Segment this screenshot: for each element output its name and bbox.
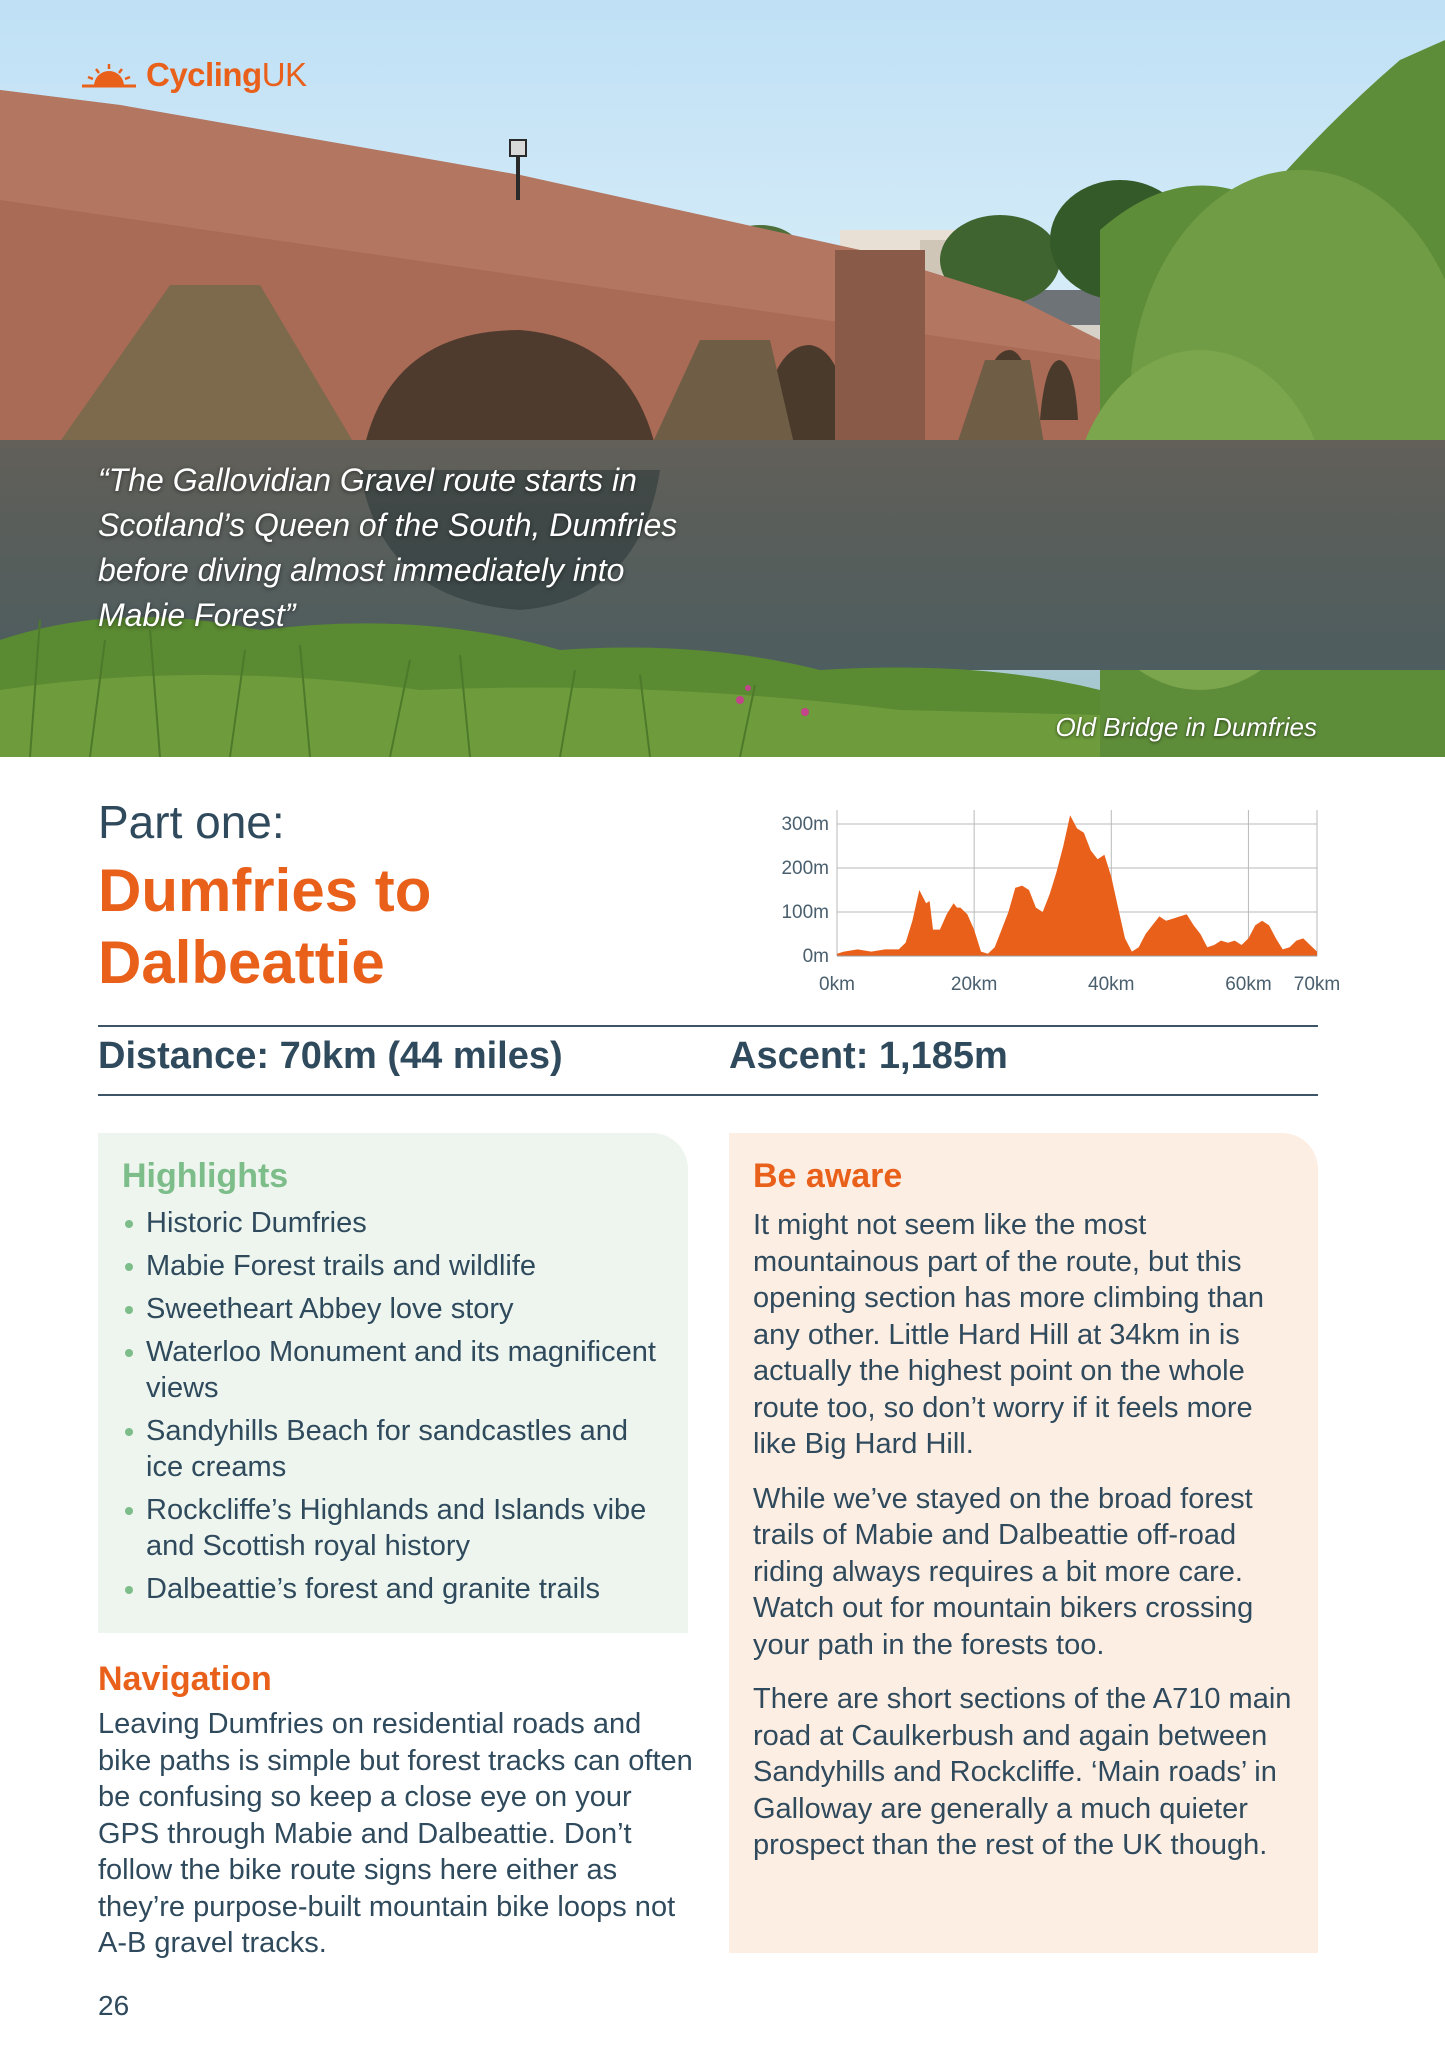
hero-quote: “The Gallovidian Gravel route starts in Scotland’s Queen of the South, Dumfries before diving almost immediately into Mabie Forest”: [98, 462, 678, 633]
y-tick-label: 100m: [781, 902, 829, 923]
sun-logo-icon: [80, 62, 138, 88]
be-aware-heading: Be aware: [753, 1157, 903, 1195]
page-number: 26: [98, 1990, 130, 2021]
be-aware-box: [729, 1133, 1318, 1953]
x-tick-label: 20km: [950, 974, 998, 995]
old-bridge-photo: [0, 0, 1445, 757]
be-aware-paragraph: There are short sections of the A710 main road at Caulkerbush and again between Sandyhills and Rockcliffe. ‘Main roads’ in Galloway are generally a much quieter prospect than the rest of the UK though.: [753, 1683, 1292, 1861]
distance-stat: Distance: 70km (44 miles): [98, 1035, 563, 1077]
cyclinguk-logo: [80, 56, 307, 94]
ascent-stat: Ascent: 1,185m: [729, 1035, 1008, 1077]
navigation-text: Leaving Dumfries on residential roads and bike paths is simple but forest tracks can often be confusing so keep a close eye on your GPS through Mabie and Dalbeattie. Don’t follow the bike route signs here either as they’re purpose-built mountain bike loops not A-B gravel tracks.: [98, 1708, 693, 1959]
list-item: Sweetheart Abbey love story: [122, 1291, 672, 1327]
divider-bottom: [98, 1094, 1318, 1096]
highlights-heading: Highlights: [122, 1157, 289, 1195]
be-aware-paragraph: While we’ve stayed on the broad forest trails of Mabie and Dalbeattie off-road riding always requires a bit more care. Watch out for mountain bikers crossing your path in the forests too.: [753, 1482, 1254, 1661]
logo-word-cycling: Cycling: [146, 56, 262, 93]
elevation-area: [837, 815, 1317, 956]
hero-photo: [0, 0, 1445, 757]
y-tick-label: 200m: [781, 858, 829, 879]
navigation-heading: Navigation: [98, 1660, 272, 1698]
x-tick-label: 40km: [1088, 974, 1135, 995]
be-aware-text: [753, 1207, 1298, 1882]
list-item: Waterloo Monument and its magnificent views: [122, 1334, 672, 1406]
part-label: Part one:: [98, 796, 285, 848]
list-item: Sandyhills Beach for sandcastles and ice creams: [122, 1413, 672, 1485]
logo-wordmark: [146, 56, 307, 94]
photo-caption: Old Bridge in Dumfries: [1055, 712, 1317, 742]
x-tick-label: 0km: [819, 974, 855, 995]
list-item: Dalbeattie’s forest and granite trails: [122, 1571, 672, 1607]
divider-top: [98, 1025, 1318, 1027]
logo-word-uk: UK: [261, 56, 307, 93]
y-tick-label: 300m: [781, 814, 829, 835]
section-title: Dumfries to Dalbeattie: [98, 857, 432, 996]
elevation-profile-chart: [750, 800, 1370, 1010]
highlights-list: [122, 1205, 672, 1614]
y-tick-label: 0m: [802, 946, 829, 967]
list-item: Mabie Forest trails and wildlife: [122, 1248, 672, 1284]
be-aware-paragraph: It might not seem like the most mountainous part of the route, but this opening section has more climbing than any other. Little Hard Hill at 34km in is actually the highest point on the whole route too, so don’t worry if it feels more like Big Hard Hill.: [753, 1209, 1265, 1460]
list-item: Historic Dumfries: [122, 1205, 672, 1241]
x-tick-label: 60km: [1225, 974, 1272, 995]
list-item: Rockcliffe’s Highlands and Islands vibe and Scottish royal history: [122, 1492, 672, 1564]
highlights-box: [98, 1133, 688, 1633]
x-tick-label: 70km: [1293, 974, 1341, 995]
